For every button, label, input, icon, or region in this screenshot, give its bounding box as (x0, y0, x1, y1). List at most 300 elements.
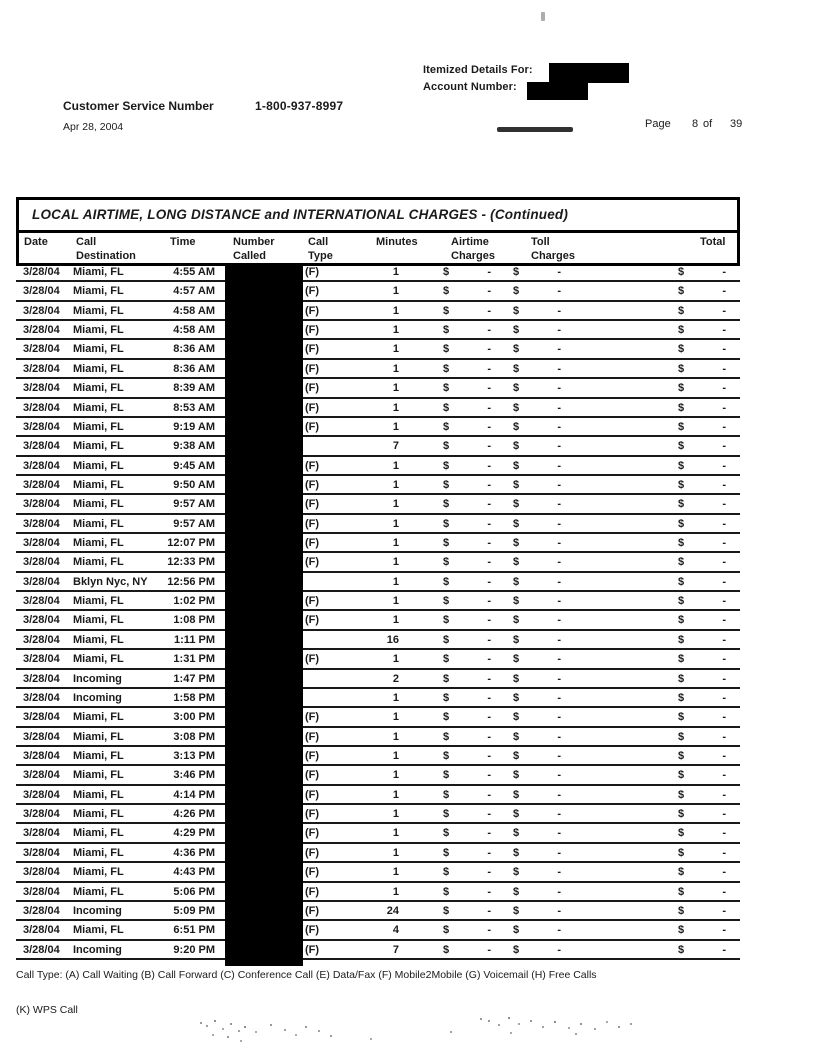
cell-total-charge: - (722, 769, 726, 782)
cell-total-charge: - (722, 382, 726, 395)
cell-time: 9:20 PM (173, 943, 215, 956)
cell-airtime-charge: - (487, 672, 491, 685)
cell-airtime-charge: - (487, 420, 491, 433)
cell-destination: Miami, FL (73, 304, 124, 317)
cell-total-currency: $ (678, 382, 685, 395)
cell-time: 1:08 PM (173, 614, 215, 627)
table-row (16, 282, 740, 301)
cell-minutes: 1 (392, 382, 399, 395)
cell-date: 3/28/04 (23, 324, 60, 337)
cell-airtime-currency: $ (443, 595, 450, 608)
cell-toll-charge: - (557, 769, 561, 782)
cell-airtime-currency: $ (443, 846, 450, 859)
cell-toll-currency: $ (513, 440, 520, 453)
cell-toll-currency: $ (513, 362, 520, 375)
col-header-date: Date (24, 236, 48, 248)
cell-call-type: (F) (305, 943, 320, 956)
cell-total-charge: - (722, 730, 726, 743)
cell-date: 3/28/04 (23, 904, 60, 917)
cell-destination: Miami, FL (73, 614, 124, 627)
cell-total-charge: - (722, 904, 726, 917)
cell-airtime-charge: - (487, 846, 491, 859)
cell-airtime-charge: - (487, 517, 491, 530)
cell-toll-charge: - (557, 633, 561, 646)
cell-total-currency: $ (678, 943, 685, 956)
cell-toll-charge: - (557, 343, 561, 356)
cell-time: 1:02 PM (173, 595, 215, 608)
cell-time: 5:06 PM (173, 885, 215, 898)
cell-destination: Miami, FL (73, 866, 124, 879)
cell-airtime-currency: $ (443, 517, 450, 530)
cell-total-charge: - (722, 595, 726, 608)
cell-date: 3/28/04 (23, 420, 60, 433)
cell-total-charge: - (722, 440, 726, 453)
cell-airtime-charge: - (487, 595, 491, 608)
page-total: 39 (730, 118, 743, 130)
cell-time: 1:58 PM (173, 691, 215, 704)
cell-call-type: (F) (305, 614, 320, 627)
cell-total-charge: - (722, 924, 726, 937)
cell-toll-charge: - (557, 730, 561, 743)
cell-minutes: 1 (392, 401, 399, 414)
cell-airtime-currency: $ (443, 885, 450, 898)
cell-total-charge: - (722, 943, 726, 956)
cell-total-currency: $ (678, 749, 685, 762)
cell-destination: Miami, FL (73, 827, 124, 840)
cell-time: 12:56 PM (167, 575, 215, 588)
cell-toll-currency: $ (513, 575, 520, 588)
table-row (16, 824, 740, 843)
cell-destination: Miami, FL (73, 362, 124, 375)
table-row (16, 340, 740, 359)
cell-minutes: 1 (392, 711, 399, 724)
cell-date: 3/28/04 (23, 788, 60, 801)
cell-date: 3/28/04 (23, 595, 60, 608)
cell-destination: Incoming (73, 904, 122, 917)
cell-destination: Miami, FL (73, 556, 124, 569)
cell-airtime-charge: - (487, 382, 491, 395)
cell-minutes: 1 (392, 537, 399, 550)
cell-destination: Miami, FL (73, 517, 124, 530)
cell-total-currency: $ (678, 672, 685, 685)
cell-time: 9:50 AM (173, 478, 215, 491)
cell-toll-currency: $ (513, 866, 520, 879)
table-row (16, 263, 740, 282)
cell-minutes: 24 (386, 904, 399, 917)
cell-call-type: (F) (305, 885, 320, 898)
cell-airtime-currency: $ (443, 343, 450, 356)
cell-total-charge: - (722, 808, 726, 821)
cell-minutes: 1 (392, 866, 399, 879)
table-row (16, 689, 740, 708)
table-row (16, 883, 740, 902)
cell-total-currency: $ (678, 904, 685, 917)
cell-minutes: 1 (392, 266, 399, 278)
cell-minutes: 1 (392, 730, 399, 743)
cell-date: 3/28/04 (23, 556, 60, 569)
cell-date: 3/28/04 (23, 478, 60, 491)
cell-toll-currency: $ (513, 304, 520, 317)
cell-minutes: 1 (392, 614, 399, 627)
cell-toll-charge: - (557, 711, 561, 724)
cell-total-charge: - (722, 498, 726, 511)
cell-date: 3/28/04 (23, 537, 60, 550)
cell-toll-currency: $ (513, 691, 520, 704)
table-row (16, 418, 740, 437)
cell-airtime-charge: - (487, 537, 491, 550)
cell-destination: Miami, FL (73, 537, 124, 550)
table-rows (16, 263, 740, 960)
cell-toll-charge: - (557, 575, 561, 588)
cell-date: 3/28/04 (23, 691, 60, 704)
col-header-calltype-1: Call (308, 236, 329, 248)
cell-toll-currency: $ (513, 749, 520, 762)
cell-destination: Miami, FL (73, 382, 124, 395)
cell-total-currency: $ (678, 595, 685, 608)
cell-date: 3/28/04 (23, 614, 60, 627)
cell-time: 12:33 PM (167, 556, 215, 569)
cell-total-currency: $ (678, 808, 685, 821)
cell-toll-charge: - (557, 440, 561, 453)
cell-total-charge: - (722, 517, 726, 530)
cell-minutes: 1 (392, 691, 399, 704)
cell-time: 3:46 PM (173, 769, 215, 782)
cell-airtime-charge: - (487, 924, 491, 937)
cell-total-currency: $ (678, 343, 685, 356)
cell-time: 3:00 PM (173, 711, 215, 724)
cell-destination: Bklyn Nyc, NY (73, 575, 148, 588)
cell-total-currency: $ (678, 827, 685, 840)
cell-total-currency: $ (678, 633, 685, 646)
cell-total-currency: $ (678, 498, 685, 511)
cell-toll-charge: - (557, 788, 561, 801)
cell-call-type: (F) (305, 401, 320, 414)
table-row (16, 457, 740, 476)
cell-time: 4:36 PM (173, 846, 215, 859)
cell-total-currency: $ (678, 788, 685, 801)
cell-call-type: (F) (305, 808, 320, 821)
cell-airtime-currency: $ (443, 478, 450, 491)
cell-call-type: (F) (305, 556, 320, 569)
cell-call-type: (F) (305, 924, 320, 937)
cell-toll-charge: - (557, 401, 561, 414)
cell-total-currency: $ (678, 304, 685, 317)
cell-airtime-currency: $ (443, 788, 450, 801)
cell-airtime-charge: - (487, 440, 491, 453)
table-row (16, 805, 740, 824)
cell-toll-currency: $ (513, 943, 520, 956)
cell-date: 3/28/04 (23, 749, 60, 762)
cell-airtime-charge: - (487, 653, 491, 666)
cell-call-type: (F) (305, 362, 320, 375)
cell-minutes: 1 (392, 885, 399, 898)
page-label: Page (645, 118, 671, 130)
table-row (16, 728, 740, 747)
cell-time: 9:57 AM (173, 517, 215, 530)
cell-date: 3/28/04 (23, 827, 60, 840)
scan-artifact (480, 1018, 482, 1020)
cell-call-type: (F) (305, 304, 320, 317)
cell-time: 9:38 AM (173, 440, 215, 453)
wps-call-legend: (K) WPS Call (16, 1004, 78, 1016)
cell-destination: Miami, FL (73, 595, 124, 608)
cell-minutes: 7 (392, 440, 399, 453)
cell-date: 3/28/04 (23, 633, 60, 646)
cell-toll-charge: - (557, 362, 561, 375)
cell-call-type: (F) (305, 730, 320, 743)
cell-toll-charge: - (557, 943, 561, 956)
cell-total-charge: - (722, 304, 726, 317)
cell-minutes: 1 (392, 575, 399, 588)
cell-toll-currency: $ (513, 498, 520, 511)
cell-destination: Miami, FL (73, 285, 124, 298)
cell-minutes: 16 (386, 633, 399, 646)
cell-time: 4:26 PM (173, 808, 215, 821)
cell-total-charge: - (722, 362, 726, 375)
cell-airtime-charge: - (487, 614, 491, 627)
cell-toll-charge: - (557, 285, 561, 298)
cell-call-type: (F) (305, 382, 320, 395)
cell-call-type: (F) (305, 517, 320, 530)
cell-call-type: (F) (305, 343, 320, 356)
cell-destination: Miami, FL (73, 266, 124, 278)
redacted-number-called-column (225, 263, 303, 966)
cell-destination: Miami, FL (73, 808, 124, 821)
cell-toll-currency: $ (513, 846, 520, 859)
cell-toll-currency: $ (513, 904, 520, 917)
cell-airtime-currency: $ (443, 285, 450, 298)
page-current: 8 (692, 118, 699, 130)
cell-airtime-charge: - (487, 478, 491, 491)
cell-airtime-charge: - (487, 266, 491, 278)
cell-time: 12:07 PM (167, 537, 215, 550)
cell-airtime-currency: $ (443, 827, 450, 840)
itemized-details-label: Itemized Details For: (423, 64, 533, 76)
cell-airtime-charge: - (487, 304, 491, 317)
cell-toll-currency: $ (513, 478, 520, 491)
cell-airtime-currency: $ (443, 382, 450, 395)
cell-destination: Miami, FL (73, 885, 124, 898)
cell-airtime-currency: $ (443, 324, 450, 337)
table-row (16, 863, 740, 882)
cell-call-type: (F) (305, 420, 320, 433)
cell-toll-charge: - (557, 691, 561, 704)
cell-time: 8:39 AM (173, 382, 215, 395)
cell-call-type: (F) (305, 266, 320, 278)
cell-total-currency: $ (678, 730, 685, 743)
cell-call-type: (F) (305, 769, 320, 782)
cell-airtime-currency: $ (443, 943, 450, 956)
cell-total-charge: - (722, 827, 726, 840)
table-row (16, 321, 740, 340)
cell-call-type: (F) (305, 285, 320, 298)
cell-total-currency: $ (678, 266, 685, 278)
cell-minutes: 1 (392, 459, 399, 472)
cell-minutes: 1 (392, 653, 399, 666)
cell-toll-currency: $ (513, 614, 520, 627)
cell-destination: Miami, FL (73, 633, 124, 646)
cell-total-charge: - (722, 459, 726, 472)
cell-minutes: 1 (392, 362, 399, 375)
cell-total-currency: $ (678, 537, 685, 550)
cell-destination: Miami, FL (73, 749, 124, 762)
cell-airtime-currency: $ (443, 691, 450, 704)
cell-airtime-charge: - (487, 459, 491, 472)
call-type-legend: Call Type: (A) Call Waiting (B) Call Forward (C) Conference Call (E) Data/Fax (F) Mobile2Mobile (G) Voicemail (H) Free Calls (16, 969, 597, 981)
cell-toll-charge: - (557, 846, 561, 859)
cell-date: 3/28/04 (23, 285, 60, 298)
cell-airtime-currency: $ (443, 808, 450, 821)
cell-minutes: 1 (392, 498, 399, 511)
cell-toll-currency: $ (513, 420, 520, 433)
cell-date: 3/28/04 (23, 304, 60, 317)
cell-toll-currency: $ (513, 517, 520, 530)
cell-date: 3/28/04 (23, 401, 60, 414)
cell-airtime-currency: $ (443, 866, 450, 879)
cell-date: 3/28/04 (23, 343, 60, 356)
account-number-label: Account Number: (423, 81, 517, 93)
scan-artifact (541, 12, 545, 21)
cell-time: 8:53 AM (173, 401, 215, 414)
cell-airtime-charge: - (487, 711, 491, 724)
cell-airtime-charge: - (487, 575, 491, 588)
cell-time: 4:58 AM (173, 324, 215, 337)
table-title: LOCAL AIRTIME, LONG DISTANCE and INTERNATIONAL CHARGES - (Continued) (32, 207, 569, 222)
cell-toll-charge: - (557, 382, 561, 395)
cell-date: 3/28/04 (23, 440, 60, 453)
cell-toll-currency: $ (513, 769, 520, 782)
cell-total-currency: $ (678, 769, 685, 782)
cell-time: 3:13 PM (173, 749, 215, 762)
cell-airtime-currency: $ (443, 711, 450, 724)
cell-date: 3/28/04 (23, 517, 60, 530)
table-title-row (19, 200, 737, 233)
cell-total-currency: $ (678, 478, 685, 491)
cell-toll-currency: $ (513, 711, 520, 724)
cell-toll-currency: $ (513, 343, 520, 356)
cell-toll-currency: $ (513, 808, 520, 821)
cell-date: 3/28/04 (23, 808, 60, 821)
col-header-number-1: Number (233, 236, 275, 248)
cell-airtime-charge: - (487, 749, 491, 762)
cell-toll-charge: - (557, 866, 561, 879)
cell-airtime-currency: $ (443, 266, 450, 278)
cell-toll-charge: - (557, 266, 561, 278)
cell-total-charge: - (722, 575, 726, 588)
cell-toll-charge: - (557, 653, 561, 666)
cell-toll-charge: - (557, 478, 561, 491)
cell-call-type: (F) (305, 653, 320, 666)
table-row (16, 921, 740, 940)
table-row (16, 437, 740, 456)
cell-destination: Miami, FL (73, 324, 124, 337)
cell-total-currency: $ (678, 459, 685, 472)
cell-destination: Miami, FL (73, 788, 124, 801)
cell-date: 3/28/04 (23, 653, 60, 666)
cell-minutes: 1 (392, 595, 399, 608)
cell-minutes: 1 (392, 749, 399, 762)
table-row (16, 360, 740, 379)
cell-minutes: 1 (392, 324, 399, 337)
cell-airtime-charge: - (487, 401, 491, 414)
cell-total-charge: - (722, 324, 726, 337)
customer-service-number: 1-800-937-8997 (255, 99, 344, 113)
cell-destination: Miami, FL (73, 343, 124, 356)
cell-call-type: (F) (305, 459, 320, 472)
cell-total-charge: - (722, 556, 726, 569)
cell-call-type: (F) (305, 749, 320, 762)
cell-airtime-charge: - (487, 808, 491, 821)
col-header-minutes: Minutes (376, 236, 418, 248)
cell-toll-charge: - (557, 904, 561, 917)
cell-toll-currency: $ (513, 730, 520, 743)
cell-airtime-currency: $ (443, 672, 450, 685)
cell-time: 8:36 AM (173, 362, 215, 375)
cell-toll-currency: $ (513, 827, 520, 840)
col-header-destination-1: Call (76, 236, 97, 248)
cell-time: 4:29 PM (173, 827, 215, 840)
cell-toll-currency: $ (513, 459, 520, 472)
cell-airtime-currency: $ (443, 459, 450, 472)
cell-minutes: 1 (392, 808, 399, 821)
cell-time: 9:19 AM (173, 420, 215, 433)
table-row (16, 708, 740, 727)
cell-airtime-currency: $ (443, 498, 450, 511)
cell-total-charge: - (722, 478, 726, 491)
cell-toll-charge: - (557, 517, 561, 530)
cell-toll-charge: - (557, 537, 561, 550)
cell-airtime-charge: - (487, 866, 491, 879)
cell-minutes: 1 (392, 420, 399, 433)
cell-destination: Miami, FL (73, 498, 124, 511)
table-row (16, 766, 740, 785)
cell-airtime-currency: $ (443, 924, 450, 937)
cell-toll-charge: - (557, 556, 561, 569)
table-row (16, 379, 740, 398)
cell-time: 8:36 AM (173, 343, 215, 356)
cell-total-currency: $ (678, 324, 685, 337)
table-row (16, 631, 740, 650)
cell-destination: Miami, FL (73, 711, 124, 724)
cell-date: 3/28/04 (23, 924, 60, 937)
cell-call-type: (F) (305, 324, 320, 337)
cell-toll-charge: - (557, 885, 561, 898)
cell-destination: Miami, FL (73, 420, 124, 433)
cell-total-charge: - (722, 614, 726, 627)
cell-airtime-charge: - (487, 769, 491, 782)
cell-call-type: (F) (305, 537, 320, 550)
cell-toll-charge: - (557, 827, 561, 840)
cell-toll-charge: - (557, 324, 561, 337)
cell-time: 4:58 AM (173, 304, 215, 317)
cell-time: 1:11 PM (174, 633, 215, 646)
cell-toll-charge: - (557, 672, 561, 685)
cell-minutes: 1 (392, 788, 399, 801)
cell-date: 3/28/04 (23, 730, 60, 743)
redacted-name-box (549, 63, 629, 83)
cell-date: 3/28/04 (23, 382, 60, 395)
cell-total-currency: $ (678, 846, 685, 859)
cell-call-type: (F) (305, 498, 320, 511)
cell-airtime-currency: $ (443, 769, 450, 782)
cell-destination: Miami, FL (73, 401, 124, 414)
cell-airtime-charge: - (487, 788, 491, 801)
cell-toll-currency: $ (513, 924, 520, 937)
table-row (16, 611, 740, 630)
cell-toll-charge: - (557, 924, 561, 937)
cell-total-charge: - (722, 885, 726, 898)
cell-minutes: 1 (392, 827, 399, 840)
